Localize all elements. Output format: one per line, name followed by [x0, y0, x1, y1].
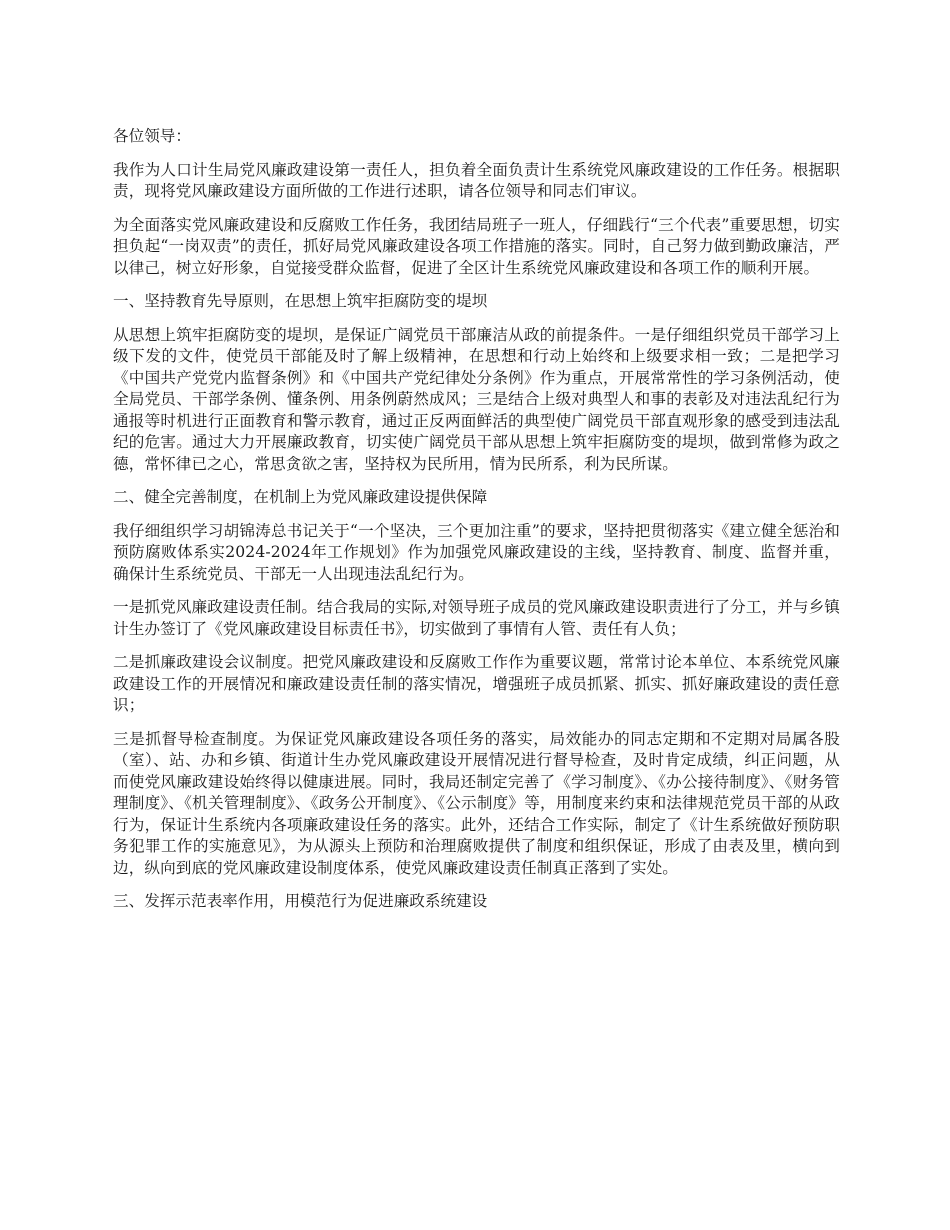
section-heading-1: 一、坚持教育先导原则，在思想上筑牢拒腐防变的堤坝 [113, 292, 488, 310]
section-heading-2: 二、健全完善制度，在机制上为党风廉政建设提供保障 [113, 488, 488, 506]
paragraph-meeting: 二是抓廉政建设会议制度。把党风廉政建设和反腐败工作作为重要议题，常常讨论本单位、本系统党风廉政建设工作的开展情况和廉政建设责任制的落实情况，增强班子成员抓紧、抓实、抓好廉政建设的责任意识； [113, 653, 840, 714]
paragraph-education: 从思想上筑牢拒腐防变的堤坝，是保证广阔党员干部廉洁从政的前提条件。一是仔细组织党员干部学习上级下发的文件，使党员干部能及时了解上级精神，在思想和行动上始终和上级要求相一致；二是把学习《中国共产党党内监督条例》和《中国共产党纪律处分条例》作为重点，开展常常性的学习条例活动，使全局党员、干部学条例、懂条例、用条例蔚然成风；三是结合上级对典型人和事的表彰及对违法乱纪行为通报等时机进行正面教育和警示教育，通过正反两面鲜活的典型使广阔党员干部直观形象的感受到违法乱纪的危害。通过大力开展廉政教育，切实使广阔党员干部从思想上筑牢拒腐防变的堤坝，做到常修为政之德，常怀律已之心，常思贪欲之害，坚持权为民所用，情为民所系，利为民所谋。 [113, 325, 840, 473]
paragraph-overview: 为全面落实党风廉政建设和反腐败工作任务，我团结局班子一班人，仔细践行“三个代表”重要思想，切实担负起“一岗双责”的责任，抓好局党风廉政建设各项工作措施的落实。同时，自己努力做到勤政廉洁，严以律己，树立好形象，自觉接受群众监督，促进了全区计生系统党风廉政建设和各项工作的顺利开展。 [113, 215, 840, 277]
paragraph-intro: 我作为人口计生局党风廉政建设第一责任人，担负着全面负责计生系统党风廉政建设的工作任务。根据职责，现将党风廉政建设方面所做的工作进行述职，请各位领导和同志们审议。 [113, 160, 840, 200]
paragraph-system: 我仔细组织学习胡锦涛总书记关于“一个坚决，三个更加注重”的要求，坚持把贯彻落实《建立健全惩治和预防腐败体系实2024-2024年工作规划》作为加强党风廉政建设的主线，坚持教育、制度、监督并重，确保计生系统党员、干部无一人出现违法乱纪行为。 [113, 521, 840, 583]
paragraph-responsibility: 一是抓党风廉政建设责任制。结合我局的实际,对领导班子成员的党风廉政建设职责进行了分工，并与乡镇计生办签订了《党风廉政建设目标责任书》，切实做到了事情有人管、责任有人负； [113, 598, 840, 638]
paragraph-inspection: 三是抓督导检查制度。为保证党风廉政建设各项任务的落实，局效能办的同志定期和不定期对局属各股（室）、站、办和乡镇、街道计生办党风廉政建设开展情况进行督导检查，及时肯定成绩，纠正问题，从而使党风廉政建设始终得以健康进展。同时，我局还制定完善了《学习制度》、《办公接待制度》、《财务管理制度》、《机关管理制度》、《政务公开制度》、《公示制度》等，用制度来约束和法律规范党员干部的从政行为，保证计生系统内各项廉政建设任务的落实。此外，还结合工作实际，制定了《计生系统做好预防职务犯罪工作的实施意见》，为从源头上预防和治理腐败提供了制度和组织保证，形成了由表及里，横向到边，纵向到底的党风廉政建设制度体系，使党风廉政建设责任制真正落到了实处。 [113, 729, 840, 877]
salutation: 各位领导： [113, 127, 191, 145]
section-heading-3: 三、发挥示范表率作用，用模范行为促进廉政系统建设 [113, 892, 488, 910]
document-body [113, 126, 840, 925]
